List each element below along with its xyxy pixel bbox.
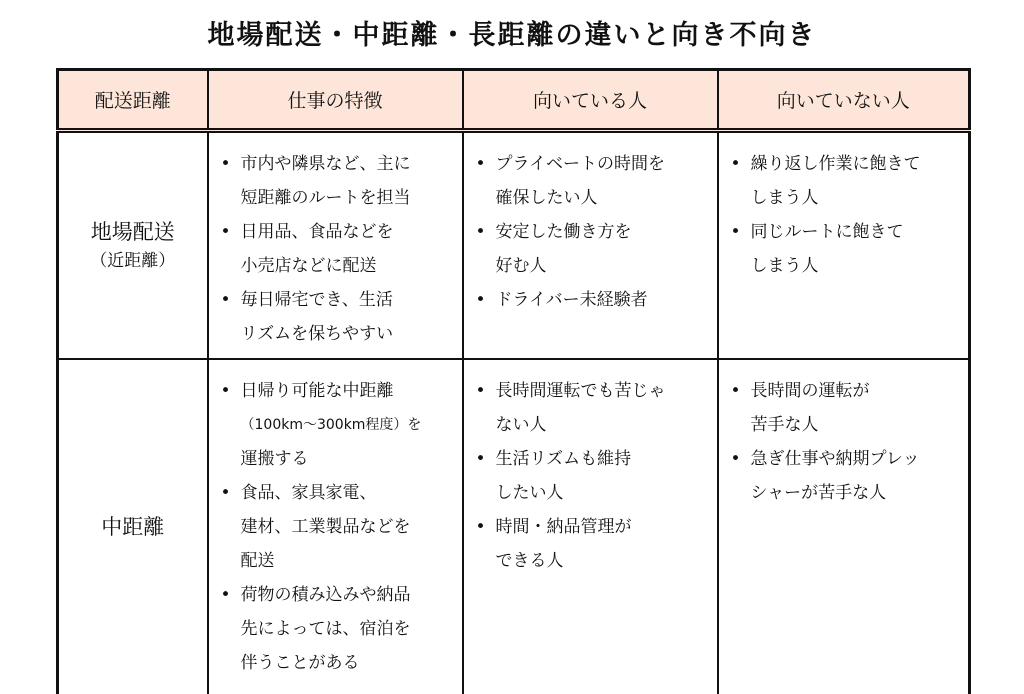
list-item: • 長時間の運転が 苦手な人	[729, 374, 963, 442]
comparison-table	[56, 68, 971, 694]
list-item: • ドライバー未経験者	[474, 283, 711, 317]
features-cell	[208, 359, 463, 694]
list-item: • 市内や隣県など、主に 短距離のルートを担当	[219, 147, 456, 215]
unsuited-cell	[718, 131, 970, 360]
list-item: • 食品、家具家電、 建材、工業製品などを 配送	[219, 476, 456, 578]
table-row-mid-distance	[58, 359, 970, 694]
row-header-local	[58, 131, 208, 360]
list-item: • 日帰り可能な中距離 （100km〜300km程度）を 運搬する	[219, 374, 456, 476]
list-item: • 日用品、食品などを 小売店などに配送	[219, 215, 456, 283]
header-unsuited-people: 向いていない人	[718, 70, 970, 131]
row-header-mid	[58, 359, 208, 694]
list-item: • 生活リズムも維持 したい人	[474, 442, 711, 510]
suited-cell	[463, 359, 718, 694]
features-cell	[208, 131, 463, 360]
row-header-label: 中距離	[101, 515, 165, 539]
list-item: • 急ぎ仕事や納期プレッ シャーが苦手な人	[729, 442, 963, 510]
row-header-label: 地場配送	[90, 219, 175, 244]
list-item: • 毎日帰宅でき、生活 リズムを保ちやすい	[219, 283, 456, 351]
list-item: • 荷物の積み込みや納品 先によっては、宿泊を 伴うことがある	[219, 578, 456, 680]
list-item: • 繰り返し作業に飽きて しまう人	[729, 147, 963, 215]
header-distance: 配送距離	[58, 70, 208, 131]
header-suited-people: 向いている人	[463, 70, 718, 131]
page-title: 地場配送・中距離・長距離の違いと向き不向き	[207, 20, 817, 51]
table-header-row	[58, 70, 970, 131]
list-item: • 時間・納品管理が できる人	[474, 510, 711, 578]
header-job-features: 仕事の特徴	[208, 70, 463, 131]
list-item: • 長時間運転でも苦じゃ ない人	[474, 374, 711, 442]
list-item: • プライベートの時間を 確保したい人	[474, 147, 711, 215]
table-row-local-delivery	[58, 131, 970, 360]
list-item: • 同じルートに飽きて しまう人	[729, 215, 963, 283]
list-item: • 安定した働き方を 好む人	[474, 215, 711, 283]
row-header-sublabel: （近距離）	[90, 250, 176, 271]
unsuited-cell	[718, 359, 970, 694]
suited-cell	[463, 131, 718, 360]
